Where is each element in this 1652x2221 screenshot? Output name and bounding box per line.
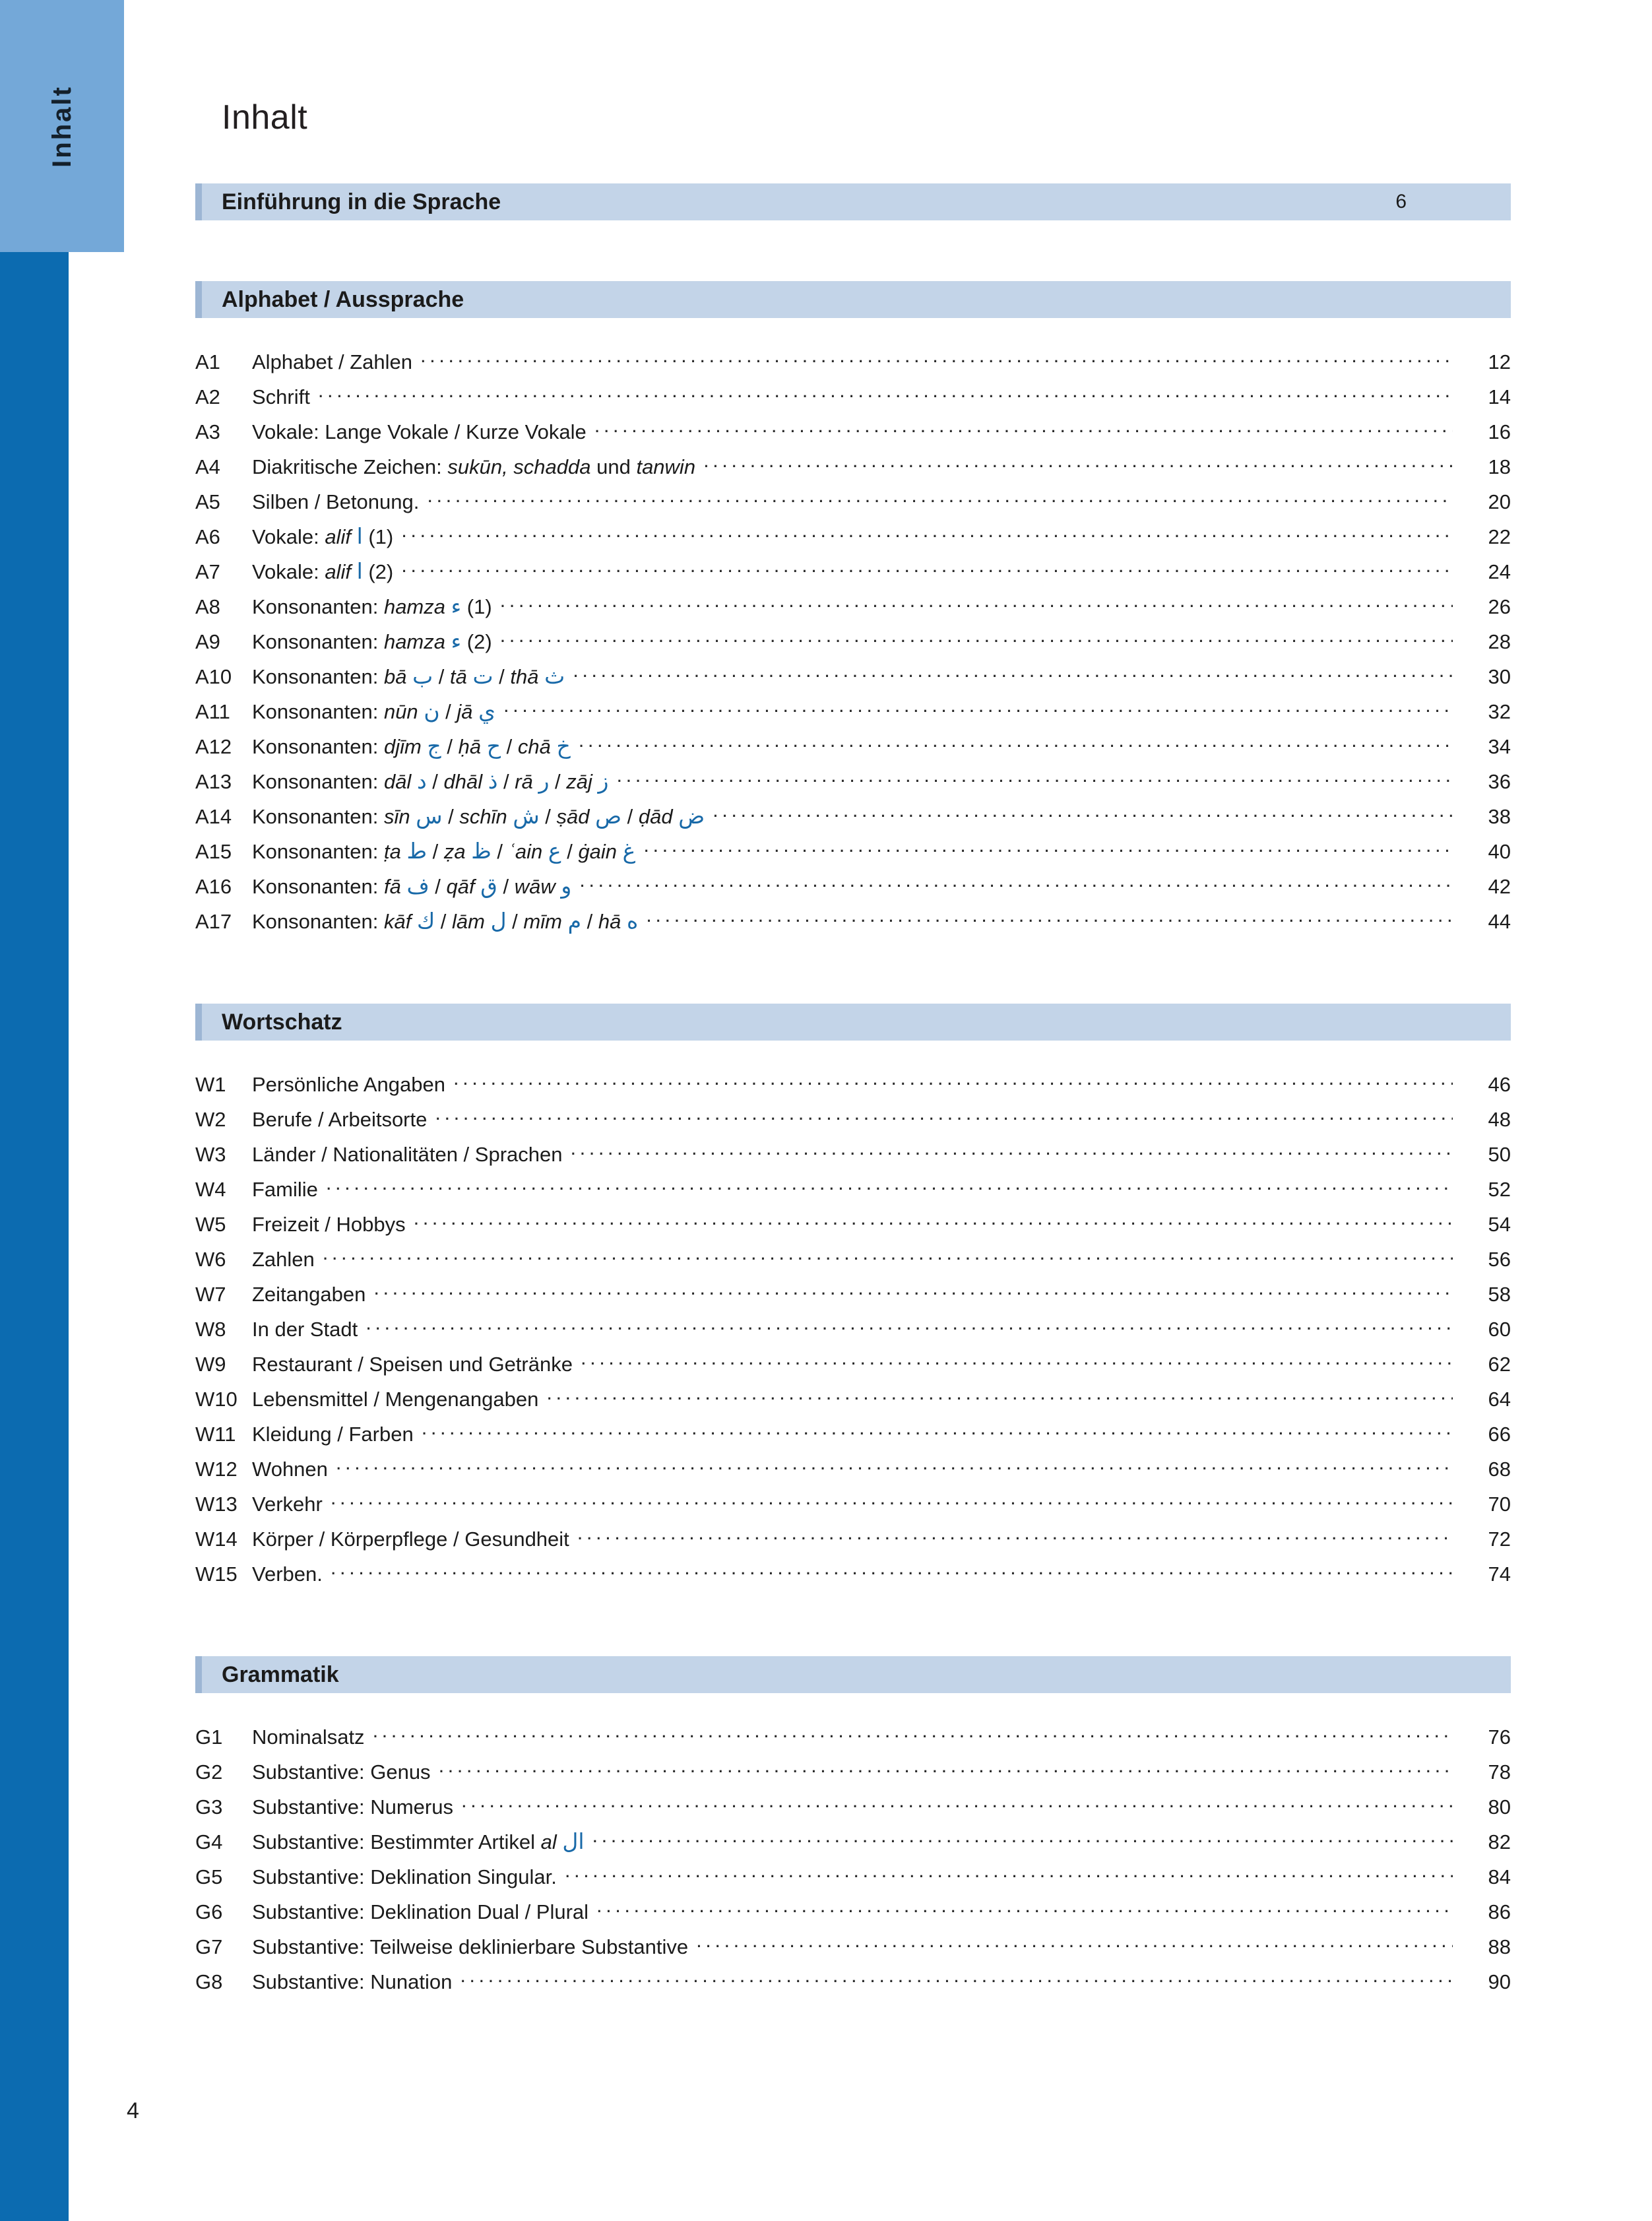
entry-title: Substantive: Bestimmter Artikel al ال (252, 1828, 585, 1854)
toc-entry-row[interactable] (195, 1793, 1511, 1828)
dot-leader (570, 1141, 1453, 1161)
entry-code: W13 (195, 1493, 238, 1516)
entry-code: W8 (195, 1318, 226, 1341)
entry-title: Verben. (252, 1562, 323, 1586)
entry-title: Konsonanten: hamza ء (2) (252, 628, 492, 654)
entry-page-number: 22 (1488, 525, 1511, 548)
entry-code: A11 (195, 700, 230, 723)
toc-entry-row[interactable] (195, 1071, 1511, 1106)
toc-entry-row[interactable] (195, 1491, 1511, 1526)
entry-code: G1 (195, 1725, 223, 1749)
entry-page-number: 42 (1488, 875, 1511, 898)
dot-leader (573, 663, 1453, 684)
entry-page-number: 68 (1488, 1458, 1511, 1481)
toc-entry-row[interactable] (195, 1176, 1511, 1211)
entry-title: Konsonanten: dāl د / dhāl ذ / rā ر / zāj ز (252, 768, 609, 794)
section-band[interactable] (195, 1004, 1511, 1041)
toc-entry-row[interactable] (195, 1933, 1511, 1968)
entry-page-number: 28 (1488, 630, 1511, 653)
dot-leader (577, 1526, 1453, 1546)
dot-leader (546, 1386, 1453, 1406)
dot-leader (439, 1758, 1453, 1779)
entry-page-number: 84 (1488, 1865, 1511, 1888)
entry-page-number: 50 (1488, 1143, 1511, 1166)
entry-code: W14 (195, 1528, 238, 1551)
toc-entry-row[interactable] (195, 1898, 1511, 1933)
section-band-title: Grammatik (222, 1661, 339, 1687)
intro-band-page: 6 (1395, 191, 1407, 212)
entry-code: G7 (195, 1935, 223, 1958)
entry-page-number: 36 (1488, 770, 1511, 793)
toc-entry-row[interactable] (195, 1106, 1511, 1141)
toc-entry-row[interactable] (195, 1246, 1511, 1281)
entry-code: A6 (195, 525, 220, 548)
spacer (195, 220, 1511, 281)
entry-title: Substantive: Deklination Dual / Plural (252, 1900, 589, 1923)
spacer (195, 1595, 1511, 1656)
entry-code: W12 (195, 1458, 238, 1481)
entry-title: Vokale: alif ا (1) (252, 523, 394, 549)
toc-entry-row[interactable] (195, 1828, 1511, 1863)
dot-leader (594, 418, 1453, 439)
entry-code: A8 (195, 595, 220, 618)
entry-title: Wohnen (252, 1458, 328, 1481)
dot-leader (503, 698, 1453, 719)
dot-leader (500, 593, 1453, 614)
entry-code: A10 (195, 665, 232, 688)
dot-leader (453, 1071, 1453, 1091)
entry-code: W11 (195, 1423, 236, 1446)
entry-title: Zeitangaben (252, 1283, 366, 1306)
entry-page-number: 54 (1488, 1213, 1511, 1236)
entry-title: Körper / Körperpflege / Gesundheit (252, 1528, 569, 1551)
entry-title: Konsonanten: kāf ك / lām ل / mīm م / hā ه (252, 908, 639, 934)
dot-leader (326, 1176, 1453, 1196)
dot-leader (331, 1561, 1453, 1581)
dot-leader (500, 628, 1453, 649)
dot-leader (713, 803, 1453, 823)
entry-code: W3 (195, 1143, 226, 1166)
entry-code: G2 (195, 1760, 223, 1784)
dot-leader (646, 908, 1453, 928)
entry-list (195, 1071, 1511, 1595)
entry-title: Zahlen (252, 1248, 315, 1271)
intro-band-title: Einführung in die Sprache (222, 189, 501, 214)
dot-leader (336, 1456, 1453, 1476)
entry-title: Substantive: Teilweise deklinierbare Substantive (252, 1935, 689, 1958)
entry-page-number: 48 (1488, 1108, 1511, 1131)
entry-title: Schrift (252, 385, 310, 408)
entry-title: Familie (252, 1178, 318, 1201)
toc-entry-row[interactable] (195, 803, 1511, 838)
entry-page-number: 26 (1488, 595, 1511, 618)
sidebar-spine (0, 252, 69, 2221)
entry-title: Diakritische Zeichen: sukūn, schadda und tanwin (252, 455, 696, 478)
entry-page-number: 80 (1488, 1795, 1511, 1819)
entry-code: G3 (195, 1795, 223, 1819)
entry-page-number: 72 (1488, 1528, 1511, 1551)
dot-leader (696, 1933, 1453, 1954)
entry-title: Verkehr (252, 1493, 323, 1516)
toc-entry-row[interactable] (195, 1456, 1511, 1491)
entry-code: A16 (195, 875, 232, 898)
dot-leader (703, 453, 1453, 474)
dot-leader (460, 1968, 1453, 1989)
toc-entry-row[interactable] (195, 418, 1511, 453)
entry-page-number: 88 (1488, 1935, 1511, 1958)
entry-code: G4 (195, 1830, 223, 1853)
entry-title: Konsonanten: bā ب / tā ت / thā ث (252, 663, 565, 689)
toc-entry-row[interactable] (195, 733, 1511, 768)
entry-code: A3 (195, 420, 220, 443)
entry-title: Substantive: Deklination Singular. (252, 1865, 557, 1888)
entry-page-number: 86 (1488, 1900, 1511, 1923)
entry-page-number: 56 (1488, 1248, 1511, 1271)
toc-entry-row[interactable] (195, 628, 1511, 663)
entry-title: Konsonanten: fā ف / qāf ق / wāw و (252, 873, 572, 899)
entry-code: W7 (195, 1283, 226, 1306)
entry-code: A12 (195, 735, 232, 758)
toc-entry-row[interactable] (195, 523, 1511, 558)
toc-entry-row[interactable] (195, 838, 1511, 873)
entry-page-number: 52 (1488, 1178, 1511, 1201)
entry-page-number: 66 (1488, 1423, 1511, 1446)
entry-title: In der Stadt (252, 1318, 358, 1341)
entry-page-number: 76 (1488, 1725, 1511, 1749)
dot-leader (616, 768, 1453, 789)
entry-title: Konsonanten: nūn ن / jā ي (252, 698, 495, 724)
entry-page-number: 30 (1488, 665, 1511, 688)
toc-entry-row[interactable] (195, 768, 1511, 803)
entry-title: Substantive: Genus (252, 1760, 431, 1784)
spacer (195, 1693, 1511, 1723)
entry-code: G5 (195, 1865, 223, 1888)
toc-entry-row[interactable] (195, 1316, 1511, 1351)
dot-leader (643, 838, 1453, 858)
dot-leader (579, 733, 1453, 754)
intro-band[interactable] (195, 183, 1511, 220)
dot-leader (565, 1863, 1453, 1884)
entry-title: Konsonanten: sīn س / schīn ش / ṣād ص / ḍād ض (252, 803, 705, 829)
toc-entry-row[interactable] (195, 1526, 1511, 1561)
dot-leader (318, 383, 1453, 404)
spacer (195, 318, 1511, 348)
toc-entry-row[interactable] (195, 1141, 1511, 1176)
entry-code: A15 (195, 840, 232, 863)
spacer (195, 2003, 1511, 2064)
entry-page-number: 62 (1488, 1353, 1511, 1376)
entry-title: Nominalsatz (252, 1725, 365, 1749)
entry-title: Persönliche Angaben (252, 1073, 446, 1096)
entry-code: A9 (195, 630, 220, 653)
entry-page-number: 60 (1488, 1318, 1511, 1341)
entry-page-number: 38 (1488, 805, 1511, 828)
entry-title: Konsonanten: djīm ج / ḥā ح / chā خ (252, 733, 571, 759)
entry-title: Länder / Nationalitäten / Sprachen (252, 1143, 563, 1166)
dot-leader (427, 488, 1453, 509)
entry-page-number: 18 (1488, 455, 1511, 478)
entry-title: Kleidung / Farben (252, 1423, 414, 1446)
entry-page-number: 74 (1488, 1562, 1511, 1586)
entry-code: W15 (195, 1562, 238, 1586)
entry-list (195, 348, 1511, 943)
entry-code: W9 (195, 1353, 226, 1376)
entry-title: Berufe / Arbeitsorte (252, 1108, 428, 1131)
dot-leader (461, 1793, 1453, 1814)
toc-entry-row[interactable] (195, 1561, 1511, 1595)
entry-title: Konsonanten: hamza ء (1) (252, 593, 492, 619)
dot-leader (422, 1421, 1453, 1441)
entry-page-number: 12 (1488, 350, 1511, 373)
toc-entry-row[interactable] (195, 453, 1511, 488)
toc-content (195, 183, 1511, 2064)
entry-code: A2 (195, 385, 220, 408)
entry-title: Konsonanten: ṭa ط / ẓa ظ / ʿain ع / ġain غ (252, 838, 636, 864)
toc-entry-row[interactable] (195, 383, 1511, 418)
entry-page-number: 82 (1488, 1830, 1511, 1853)
entry-code: W2 (195, 1108, 226, 1131)
toc-entry-row[interactable] (195, 488, 1511, 523)
spacer (195, 943, 1511, 1004)
dot-leader (592, 1828, 1453, 1849)
entry-title: Substantive: Nunation (252, 1970, 453, 1993)
toc-entry-row[interactable] (195, 1968, 1511, 2003)
entry-title: Freizeit / Hobbys (252, 1213, 406, 1236)
entry-title: Alphabet / Zahlen (252, 350, 413, 373)
entry-page-number: 14 (1488, 385, 1511, 408)
dot-leader (373, 1281, 1453, 1301)
entry-title: Silben / Betonung. (252, 490, 420, 513)
dot-leader (331, 1491, 1453, 1511)
toc-entry-row[interactable] (195, 558, 1511, 593)
section-band-title: Wortschatz (222, 1009, 342, 1035)
toc-entry-row[interactable] (195, 1386, 1511, 1421)
entry-code: G6 (195, 1900, 223, 1923)
dot-leader (579, 873, 1453, 893)
entry-page-number: 40 (1488, 840, 1511, 863)
toc-entry-row[interactable] (195, 1758, 1511, 1793)
toc-entry-row[interactable] (195, 663, 1511, 698)
entry-page-number: 20 (1488, 490, 1511, 513)
dot-leader (435, 1106, 1453, 1126)
entry-page-number: 24 (1488, 560, 1511, 583)
dot-leader (581, 1351, 1453, 1371)
toc-entry-row[interactable] (195, 1723, 1511, 1758)
spacer (195, 1041, 1511, 1071)
dot-leader (596, 1898, 1453, 1919)
entry-code: A1 (195, 350, 220, 373)
entry-page-number: 46 (1488, 1073, 1511, 1096)
entry-page-number: 34 (1488, 735, 1511, 758)
toc-entry-row[interactable] (195, 908, 1511, 943)
section-band[interactable] (195, 281, 1511, 318)
entry-code: A5 (195, 490, 220, 513)
sidebar-tab-label-wrapper (0, 0, 124, 252)
toc-entry-row[interactable] (195, 348, 1511, 383)
section-band[interactable] (195, 1656, 1511, 1693)
entry-page-number: 58 (1488, 1283, 1511, 1306)
entry-title: Vokale: Lange Vokale / Kurze Vokale (252, 420, 587, 443)
entry-code: G8 (195, 1970, 223, 1993)
entry-page-number: 64 (1488, 1388, 1511, 1411)
entry-title: Substantive: Numerus (252, 1795, 453, 1819)
toc-entry-row[interactable] (195, 1421, 1511, 1456)
entry-code: A13 (195, 770, 232, 793)
entry-page-number: 44 (1488, 910, 1511, 933)
entry-page-number: 32 (1488, 700, 1511, 723)
entry-code: W6 (195, 1248, 226, 1271)
toc-entry-row[interactable] (195, 593, 1511, 628)
entry-title: Vokale: alif ا (2) (252, 558, 394, 584)
dot-leader (401, 523, 1453, 544)
dot-leader (414, 1211, 1453, 1231)
toc-entry-row[interactable] (195, 698, 1511, 733)
page-title: Inhalt (222, 98, 308, 137)
entry-code: A17 (195, 910, 232, 933)
entry-code: W1 (195, 1073, 226, 1096)
toc-entry-row[interactable] (195, 1281, 1511, 1316)
dot-leader (373, 1723, 1453, 1744)
entry-code: A7 (195, 560, 220, 583)
entry-page-number: 16 (1488, 420, 1511, 443)
entry-code: W5 (195, 1213, 226, 1236)
dot-leader (323, 1246, 1453, 1266)
toc-entry-row[interactable] (195, 873, 1511, 908)
entry-list (195, 1723, 1511, 2003)
entry-code: A14 (195, 805, 232, 828)
sidebar-tab-label: Inhalt (47, 84, 77, 168)
entry-page-number: 90 (1488, 1970, 1511, 1993)
toc-entry-row[interactable] (195, 1211, 1511, 1246)
dot-leader (365, 1316, 1453, 1336)
entry-code: W10 (195, 1388, 238, 1411)
sections-root (195, 281, 1511, 2064)
entry-page-number: 70 (1488, 1493, 1511, 1516)
dot-leader (401, 558, 1453, 579)
entry-title: Restaurant / Speisen und Getränke (252, 1353, 573, 1376)
toc-entry-row[interactable] (195, 1351, 1511, 1386)
entry-page-number: 78 (1488, 1760, 1511, 1784)
folio-number: 4 (127, 2098, 139, 2123)
section-band-title: Alphabet / Aussprache (222, 286, 464, 312)
toc-entry-row[interactable] (195, 1863, 1511, 1898)
entry-code: W4 (195, 1178, 226, 1201)
entry-title: Lebensmittel / Mengenangaben (252, 1388, 539, 1411)
entry-code: A4 (195, 455, 220, 478)
dot-leader (420, 348, 1453, 369)
